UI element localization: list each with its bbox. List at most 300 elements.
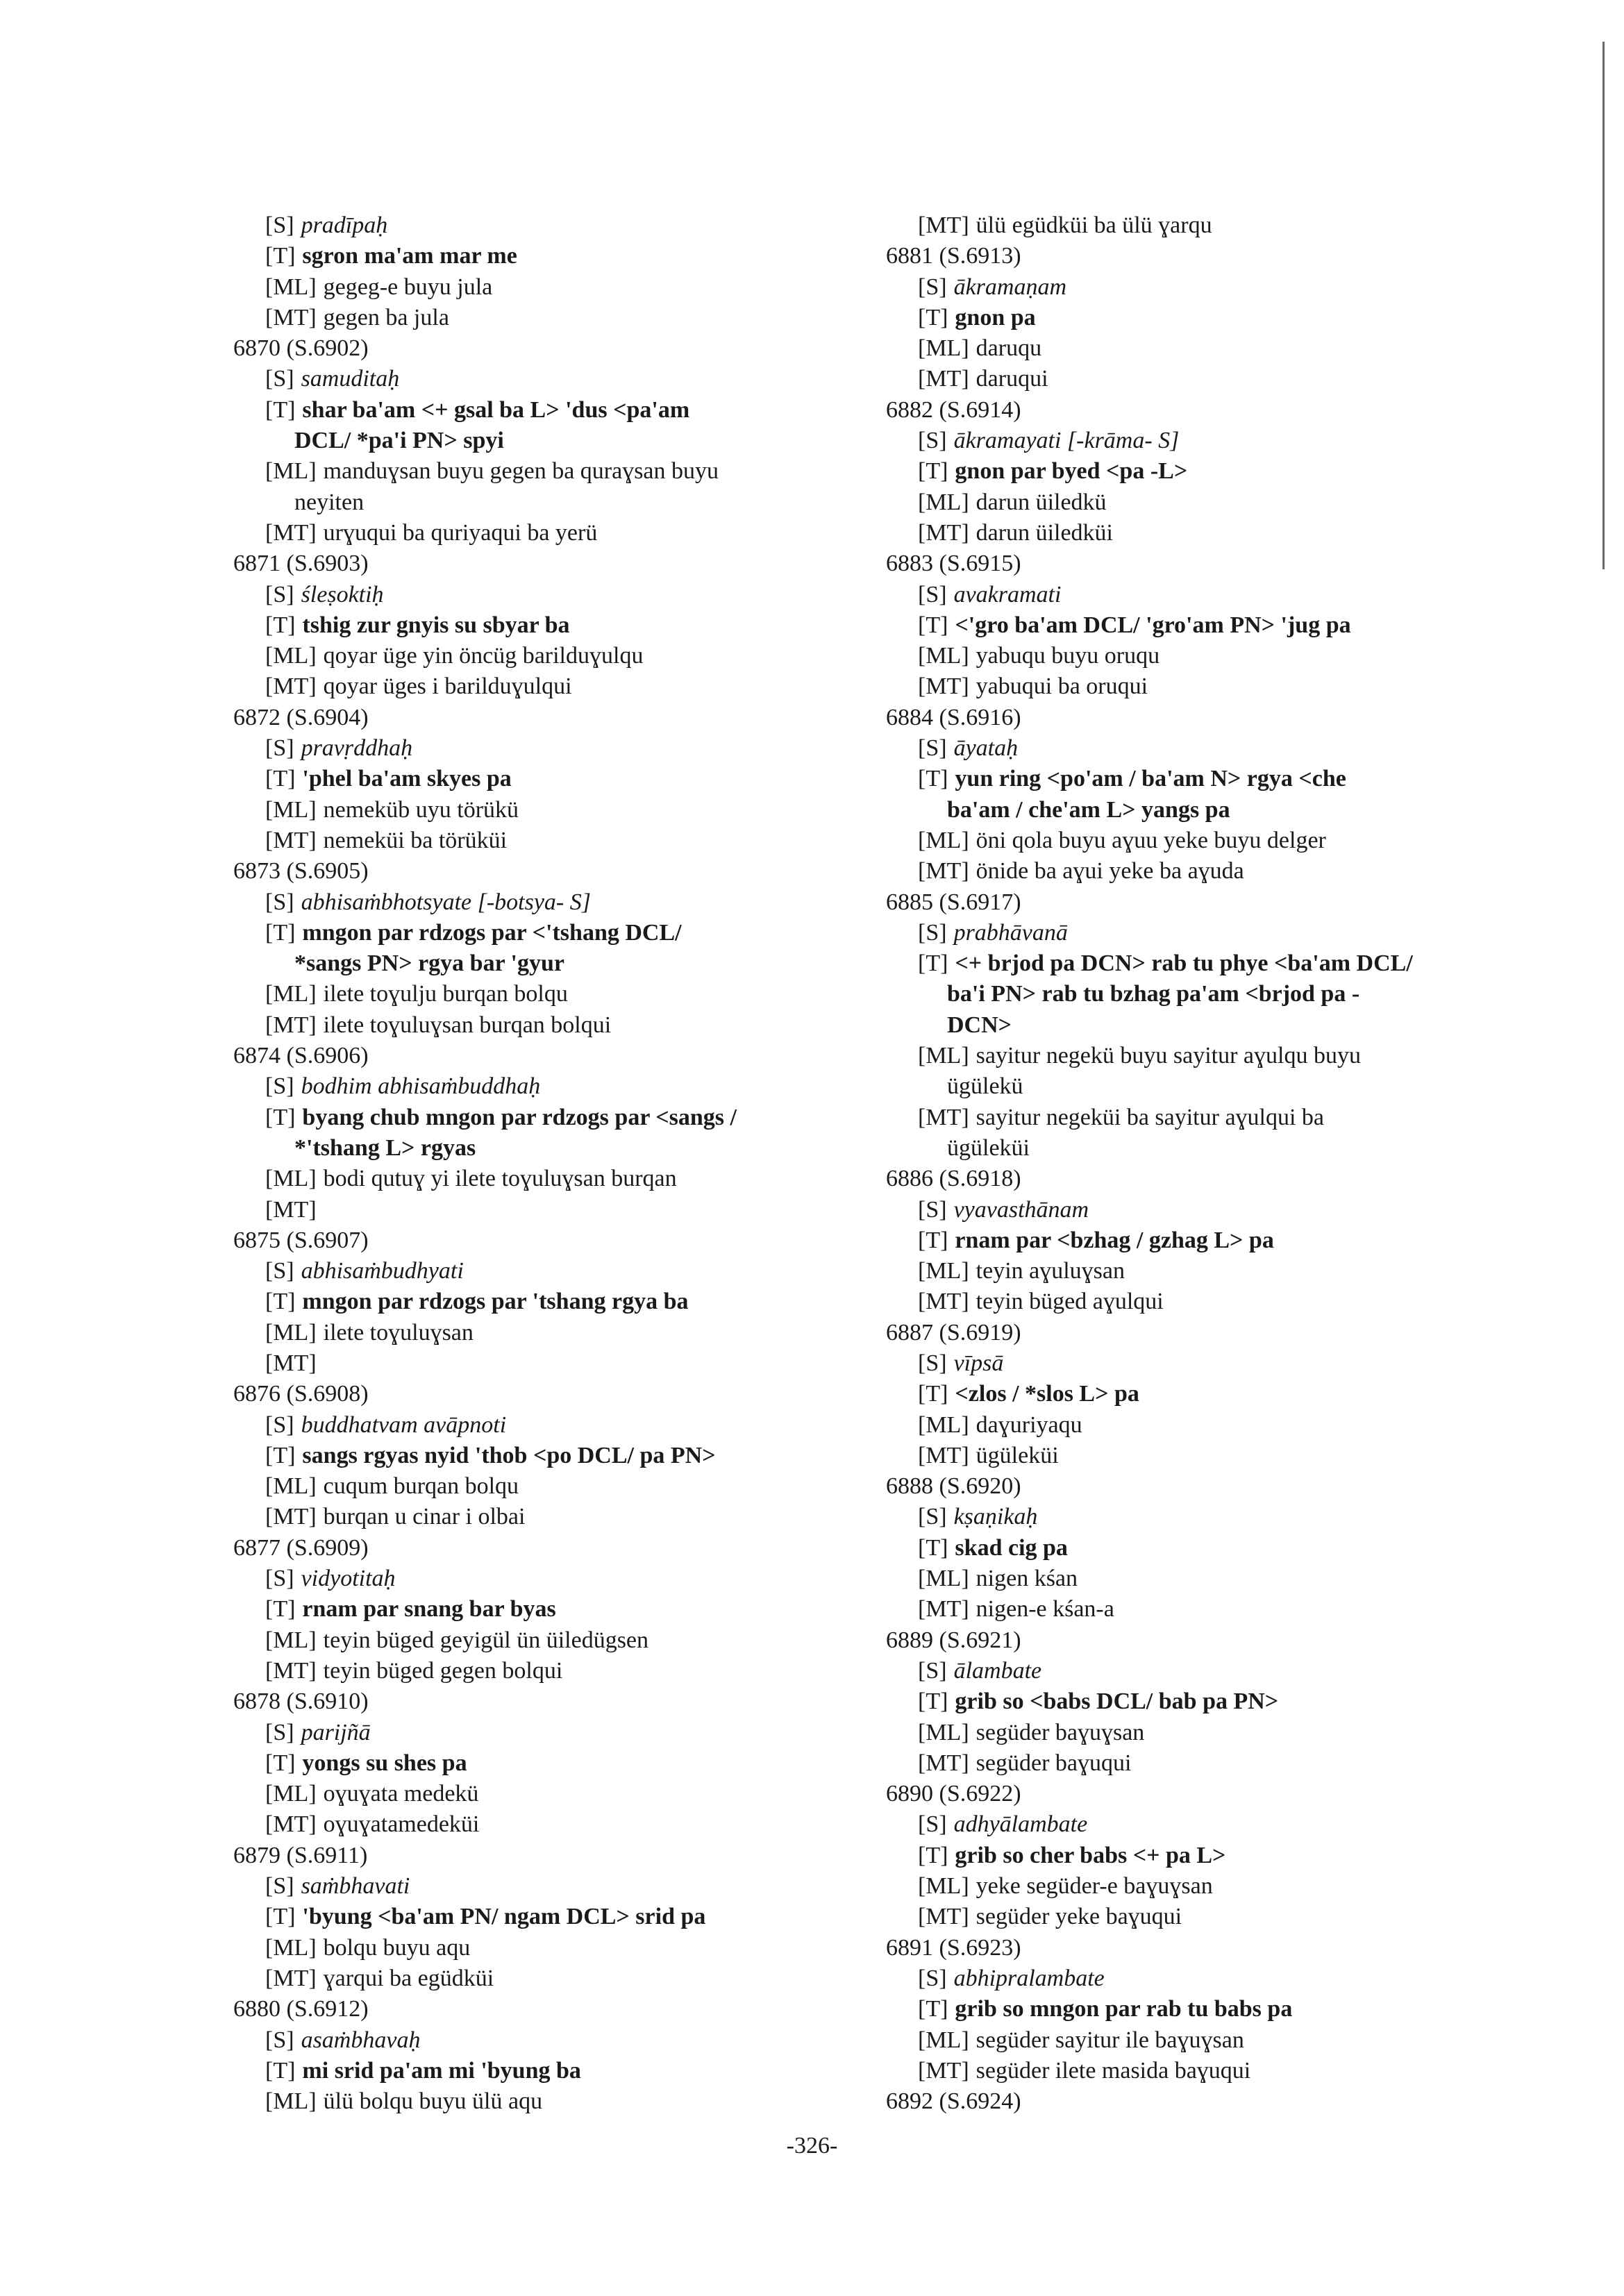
- term-text: āyataḥ: [953, 735, 1019, 762]
- term-text: ākramayati [-krāma- S]: [953, 428, 1180, 454]
- language-tag: [T]: [265, 243, 296, 269]
- glossary-line: [233, 1287, 858, 1317]
- language-tag: [T]: [265, 1289, 296, 1315]
- glossary-line: [233, 518, 858, 548]
- language-tag: [S]: [918, 735, 947, 762]
- language-tag: [T]: [918, 612, 948, 638]
- entry-number: 6880 (S.6912): [233, 1996, 369, 2022]
- glossary-line: [233, 1748, 858, 1779]
- glossary-line: [233, 764, 858, 794]
- glossary-line: [886, 426, 1511, 456]
- term-text: avakramati: [953, 581, 1062, 607]
- term-text: abhisaṁbudhyati: [301, 1258, 464, 1284]
- glossary-line: [233, 1718, 858, 1748]
- language-tag: [ML]: [918, 2027, 969, 2053]
- glossary-line: [233, 456, 858, 487]
- term-text: parijñā: [301, 1719, 371, 1745]
- glossary-line: [233, 1809, 858, 1840]
- language-tag: [T]: [918, 1381, 948, 1407]
- language-tag: [MT]: [265, 827, 317, 853]
- language-tag: [ML]: [918, 1566, 969, 1592]
- language-tag: [T]: [918, 458, 948, 485]
- glossary-line: [233, 1010, 858, 1041]
- language-tag: [S]: [265, 1566, 294, 1592]
- term-text: oɣuɣata medekü: [323, 1781, 479, 1807]
- term-text: tshig zur gnyis su sbyar ba: [302, 612, 570, 638]
- term-text: gnon pa: [955, 304, 1036, 330]
- glossary-line: [233, 795, 858, 826]
- term-text: adhyālambate: [953, 1811, 1088, 1838]
- glossary-line: [233, 1933, 858, 1963]
- language-tag: [MT]: [918, 1289, 969, 1315]
- glossary-line: [886, 1902, 1511, 1932]
- term-text: 'byung <ba'am PN/ ngam DCL> srid pa: [302, 1904, 706, 1930]
- language-tag: [ML]: [265, 643, 317, 669]
- glossary-line: [886, 487, 1511, 518]
- glossary-line: [233, 1625, 858, 1656]
- language-tag: [MT]: [918, 366, 969, 392]
- glossary-line: [886, 1748, 1511, 1779]
- term-text: yeke següder-e baɣuɣsan: [976, 1873, 1213, 1900]
- term-text: buddhatvam avāpnoti: [301, 1411, 507, 1438]
- language-tag: [ML]: [265, 1473, 317, 1500]
- term-text: gegeg-e buyu jula: [323, 274, 493, 300]
- term-text: yun ring <po'am / ba'am N> rgya <che: [955, 766, 1346, 792]
- language-tag: [MT]: [918, 1596, 969, 1623]
- term-text: prabhāvanā: [953, 919, 1068, 946]
- language-tag: [MT]: [918, 1104, 969, 1130]
- language-tag: [MT]: [265, 304, 317, 330]
- term-text: següder baɣuqui: [976, 1750, 1132, 1776]
- language-tag: [S]: [265, 1873, 294, 1900]
- language-tag: [MT]: [265, 1657, 317, 1684]
- language-tag: [MT]: [918, 2057, 969, 2084]
- glossary-line: [886, 1809, 1511, 1840]
- term-text: ilete toɣuluɣsan: [323, 1319, 474, 1346]
- term-text: manduɣsan buyu gegen ba quraɣsan buyu: [323, 458, 719, 485]
- language-tag: [S]: [265, 889, 294, 915]
- term-text: oɣuɣatamedeküi: [323, 1811, 480, 1838]
- term-text: vidyotitaḥ: [301, 1566, 396, 1592]
- term-text: shar ba'am <+ gsal ba L> 'dus <pa'am: [302, 396, 690, 423]
- language-tag: [MT]: [918, 1750, 969, 1776]
- language-tag: [ML]: [265, 274, 317, 300]
- language-tag: [T]: [918, 1534, 948, 1561]
- glossary-line: [233, 2086, 858, 2117]
- term-text: urɣuqui ba quriyaqui ba yerü: [323, 519, 598, 546]
- language-tag: [T]: [918, 766, 948, 792]
- glossary-line: [886, 610, 1511, 641]
- glossary-line: [233, 1594, 858, 1625]
- language-tag: [T]: [918, 1842, 948, 1868]
- language-tag: [ML]: [918, 643, 969, 669]
- entry-number: 6874 (S.6906): [233, 1043, 369, 1069]
- term-text: <+ brjod pa DCN> rab tu phye <ba'am DCL/: [955, 950, 1413, 977]
- glossary-line: [886, 1963, 1511, 1994]
- glossary-line: [886, 1379, 1511, 1409]
- term-text: ālambate: [953, 1657, 1042, 1684]
- glossary-line: [886, 580, 1511, 610]
- language-tag: [T]: [265, 1596, 296, 1623]
- term-text: abhipralambate: [953, 1965, 1105, 1991]
- term-text: pravṛddhaḥ: [301, 735, 413, 762]
- glossary-line: [886, 1594, 1511, 1625]
- term-text: daruqui: [976, 366, 1048, 392]
- language-tag: [S]: [265, 1411, 294, 1438]
- language-tag: [S]: [265, 212, 294, 238]
- term-text: vyavasthānam: [953, 1196, 1089, 1223]
- term-text: ülü bolqu buyu ülü aqu: [323, 2088, 543, 2115]
- term-text: darun üiledkü: [976, 489, 1107, 515]
- term-text: skad cig pa: [955, 1534, 1068, 1561]
- language-tag: [ML]: [918, 1258, 969, 1284]
- term-text: mngon par rdzogs par <'tshang DCL/: [302, 919, 682, 946]
- term-text: següder ilete masida baɣuqui: [976, 2057, 1251, 2084]
- term-text: grib so cher babs <+ pa L>: [955, 1842, 1226, 1868]
- term-text: ilete toɣuluɣsan burqan bolqui: [323, 1012, 612, 1038]
- glossary-line: [886, 303, 1511, 333]
- entry-number: 6888 (S.6920): [886, 1473, 1021, 1500]
- glossary-line: [233, 1564, 858, 1594]
- glossary-line: [233, 364, 858, 394]
- glossary-line: [233, 1256, 858, 1287]
- entry-number: 6873 (S.6905): [233, 858, 369, 885]
- term-text: yabuqui ba oruqui: [976, 673, 1148, 700]
- glossary-line: [233, 610, 858, 641]
- glossary-line: [886, 1871, 1511, 1902]
- language-tag: [ML]: [918, 335, 969, 362]
- glossary-line: [233, 1963, 858, 1994]
- glossary-line: [886, 1533, 1511, 1564]
- language-tag: [ML]: [918, 1043, 969, 1069]
- term-text: daruqu: [976, 335, 1042, 362]
- term-text: nemeküb uyu törükü: [323, 796, 519, 823]
- term-text: qoyar üge yin öncüg barilduɣulqu: [323, 643, 644, 669]
- term-text: asaṁbhavaḥ: [301, 2027, 421, 2053]
- continuation-line: *sangs PN> rgya bar 'gyur: [294, 950, 564, 977]
- glossary-line: [886, 856, 1511, 887]
- language-tag: [T]: [918, 304, 948, 330]
- glossary-line: [886, 1502, 1511, 1532]
- glossary-line: [886, 1564, 1511, 1594]
- page-number: -326-: [786, 2133, 838, 2159]
- language-tag: [S]: [265, 581, 294, 607]
- term-text: ilete toɣulju burqan bolqu: [323, 981, 568, 1007]
- continuation-line: *'tshang L> rgyas: [294, 1134, 476, 1161]
- glossary-line: [886, 1287, 1511, 1317]
- term-text: sangs rgyas nyid 'thob <po DCL/ pa PN>: [302, 1442, 716, 1468]
- language-tag: [MT]: [265, 1012, 317, 1038]
- term-text: sgron ma'am mar me: [302, 243, 517, 269]
- glossary-line: [233, 918, 858, 948]
- glossary-line: [233, 2025, 858, 2056]
- glossary-line: [233, 1410, 858, 1441]
- glossary-line: [886, 518, 1511, 548]
- language-tag: [ML]: [918, 827, 969, 853]
- glossary-line: [886, 1225, 1511, 1256]
- language-tag: [ML]: [265, 796, 317, 823]
- glossary-line: [886, 272, 1511, 303]
- language-tag: [ML]: [918, 489, 969, 515]
- language-tag: [S]: [265, 1073, 294, 1100]
- glossary-line: [886, 826, 1511, 856]
- language-tag: [T]: [265, 1442, 296, 1468]
- language-tag: [MT]: [265, 519, 317, 546]
- glossary-line: [886, 1103, 1511, 1133]
- glossary-line: [886, 210, 1511, 241]
- glossary-line: [233, 395, 858, 426]
- glossary-line: [886, 1441, 1511, 1471]
- language-tag: [MT]: [918, 212, 969, 238]
- glossary-line: [233, 826, 858, 856]
- term-text: darun üiledküi: [976, 519, 1113, 546]
- glossary-line: [233, 580, 858, 610]
- language-tag: [ML]: [918, 1411, 969, 1438]
- entry-number: 6871 (S.6903): [233, 551, 369, 577]
- language-tag: [MT]: [918, 1904, 969, 1930]
- term-text: gnon par byed <pa -L>: [955, 458, 1188, 485]
- language-tag: [MT]: [918, 858, 969, 885]
- entry-number: 6883 (S.6915): [886, 551, 1021, 577]
- language-tag: [S]: [918, 1965, 947, 1991]
- entry-number: 6885 (S.6917): [886, 889, 1021, 915]
- glossary-line: [233, 1441, 858, 1471]
- entry-number: 6882 (S.6914): [886, 396, 1021, 423]
- language-tag: [S]: [918, 581, 947, 607]
- language-tag: [ML]: [918, 1873, 969, 1900]
- term-text: grib so <babs DCL/ bab pa PN>: [955, 1689, 1279, 1715]
- term-text: yongs su shes pa: [302, 1750, 467, 1776]
- glossary-line: [233, 1656, 858, 1686]
- language-tag: [T]: [265, 1904, 296, 1930]
- continuation-line: ügülekü: [947, 1073, 1023, 1100]
- term-text: gegen ba jula: [323, 304, 449, 330]
- language-tag: [S]: [918, 1196, 947, 1223]
- term-text: nigen-e kśan-a: [976, 1596, 1114, 1623]
- glossary-line: [233, 1164, 858, 1194]
- glossary-line: [233, 1348, 858, 1379]
- entry-number: 6878 (S.6910): [233, 1689, 369, 1715]
- entry-number: 6884 (S.6916): [886, 704, 1021, 730]
- term-text: śleṣoktiḥ: [301, 581, 384, 607]
- glossary-line: [233, 1195, 858, 1225]
- language-tag: [ML]: [265, 1166, 317, 1192]
- glossary-line: [233, 272, 858, 303]
- entry-number: 6879 (S.6911): [233, 1842, 368, 1868]
- language-tag: [ML]: [918, 1719, 969, 1745]
- entry-number: 6889 (S.6921): [886, 1627, 1021, 1653]
- glossary-line: [233, 2056, 858, 2086]
- term-text: sayitur negekü buyu sayitur aɣulqu buyu: [976, 1043, 1361, 1069]
- term-text: qoyar üges i barilduɣulqui: [323, 673, 572, 700]
- language-tag: [MT]: [265, 1811, 317, 1838]
- glossary-line: [886, 1686, 1511, 1717]
- right-column: [886, 210, 1511, 2117]
- language-tag: [MT]: [918, 673, 969, 700]
- term-text: saṁbhavati: [301, 1873, 410, 1900]
- language-tag: [S]: [918, 919, 947, 946]
- entry-number: 6870 (S.6902): [233, 335, 369, 362]
- glossary-line: [886, 1718, 1511, 1748]
- glossary-line: [886, 1256, 1511, 1287]
- term-text: kṣaṇikaḥ: [953, 1504, 1038, 1530]
- continuation-line: DCN>: [947, 1012, 1012, 1038]
- term-text: teyin büged aɣulqui: [976, 1289, 1164, 1315]
- language-tag: [S]: [918, 1350, 947, 1376]
- term-text: sayitur negeküi ba sayitur aɣulqui ba: [976, 1104, 1325, 1130]
- entry-number: 6881 (S.6913): [886, 243, 1021, 269]
- language-tag: [ML]: [265, 1627, 317, 1653]
- term-text: <zlos / *slos L> pa: [955, 1381, 1139, 1407]
- glossary-line: [886, 456, 1511, 487]
- glossary-line: [233, 887, 858, 918]
- term-text: següder yeke baɣuqui: [976, 1904, 1182, 1930]
- glossary-line: [886, 1656, 1511, 1686]
- term-text: rnam par snang bar byas: [302, 1596, 556, 1623]
- term-text: burqan u cinar i olbai: [323, 1504, 526, 1530]
- glossary-line: [886, 1195, 1511, 1225]
- left-column: [233, 210, 858, 2117]
- term-text: daɣuriyaqu: [976, 1411, 1082, 1438]
- glossary-line: [233, 1471, 858, 1502]
- language-tag: [S]: [265, 2027, 294, 2053]
- language-tag: [S]: [265, 735, 294, 762]
- language-tag: [MT]: [265, 1196, 317, 1223]
- continuation-line: DCL/ *pa'i PN> spyi: [294, 428, 504, 454]
- term-text: bolqu buyu aqu: [323, 1934, 471, 1961]
- language-tag: [MT]: [265, 673, 317, 700]
- language-tag: [ML]: [265, 1319, 317, 1346]
- term-text: ügüleküi: [976, 1442, 1059, 1468]
- term-text: nemeküi ba törüküi: [323, 827, 508, 853]
- continuation-line: ba'i PN> rab tu bzhag pa'am <brjod pa -: [947, 981, 1360, 1007]
- glossary-line: [233, 1502, 858, 1532]
- entry-number: 6876 (S.6908): [233, 1381, 369, 1407]
- language-tag: [S]: [918, 1504, 947, 1530]
- language-tag: [ML]: [265, 981, 317, 1007]
- term-text: mi srid pa'am mi 'byung ba: [302, 2057, 581, 2084]
- glossary-line: [886, 2025, 1511, 2056]
- term-text: rnam par <bzhag / gzhag L> pa: [955, 1227, 1274, 1253]
- language-tag: [T]: [265, 612, 296, 638]
- language-tag: [ML]: [265, 2088, 317, 2115]
- glossary-line: [886, 2056, 1511, 2086]
- language-tag: [T]: [918, 950, 948, 977]
- entry-number: 6875 (S.6907): [233, 1227, 369, 1253]
- term-text: teyin büged geyigül ün üiledügsen: [323, 1627, 649, 1653]
- language-tag: [MT]: [265, 1965, 317, 1991]
- glossary-line: [886, 364, 1511, 394]
- language-tag: [T]: [918, 1227, 948, 1253]
- term-text: cuqum burqan bolqu: [323, 1473, 519, 1500]
- glossary-line: [233, 1071, 858, 1102]
- glossary-line: [886, 333, 1511, 364]
- glossary-line: [233, 303, 858, 333]
- term-text: pradīpaḥ: [301, 212, 388, 238]
- term-text: següder baɣuɣsan: [976, 1719, 1145, 1745]
- glossary-line: [233, 1871, 858, 1902]
- term-text: grib so mngon par rab tu babs pa: [955, 1996, 1293, 2022]
- term-text: yabuqu buyu oruqu: [976, 643, 1160, 669]
- language-tag: [MT]: [918, 1442, 969, 1468]
- term-text: 'phel ba'am skyes pa: [302, 766, 512, 792]
- term-text: <'gro ba'am DCL/ 'gro'am PN> 'jug pa: [955, 612, 1351, 638]
- term-text: ākramaṇam: [953, 274, 1066, 300]
- language-tag: [S]: [265, 1258, 294, 1284]
- language-tag: [ML]: [265, 1781, 317, 1807]
- glossary-line: [233, 979, 858, 1009]
- continuation-line: ügüleküi: [947, 1134, 1030, 1161]
- glossary-line: [233, 1318, 858, 1348]
- term-text: bodi qutuɣ yi ilete toɣuluɣsan burqan: [323, 1166, 677, 1192]
- term-text: önide ba aɣui yeke ba aɣuda: [976, 858, 1244, 885]
- page-edge-line: [1602, 42, 1605, 569]
- glossary-line: [233, 210, 858, 241]
- entry-number: 6887 (S.6919): [886, 1319, 1021, 1346]
- language-tag: [S]: [918, 1657, 947, 1684]
- language-tag: [S]: [265, 1719, 294, 1745]
- term-text: mngon par rdzogs par 'tshang rgya ba: [302, 1289, 689, 1315]
- glossary-line: [886, 764, 1511, 794]
- glossary-line: [886, 948, 1511, 979]
- language-tag: [T]: [265, 396, 296, 423]
- term-text: öni qola buyu aɣuu yeke buyu delger: [976, 827, 1326, 853]
- term-text: vīpsā: [953, 1350, 1004, 1376]
- glossary-line: [886, 671, 1511, 702]
- language-tag: [T]: [265, 919, 296, 946]
- glossary-line: [886, 1041, 1511, 1071]
- glossary-line: [886, 1410, 1511, 1441]
- language-tag: [T]: [265, 766, 296, 792]
- entry-number: 6892 (S.6924): [886, 2088, 1021, 2115]
- glossary-line: [233, 241, 858, 271]
- language-tag: [T]: [918, 1689, 948, 1715]
- glossary-line: [233, 671, 858, 702]
- glossary-line: [233, 733, 858, 764]
- entry-number: 6872 (S.6904): [233, 704, 369, 730]
- term-text: byang chub mngon par rdzogs par <sangs /: [302, 1104, 737, 1130]
- term-text: samuditaḥ: [301, 366, 400, 392]
- term-text: ɣarqui ba egüdküi: [323, 1965, 494, 1991]
- glossary-line: [233, 1779, 858, 1809]
- glossary-line: [886, 641, 1511, 671]
- term-text: bodhim abhisaṁbuddhaḥ: [301, 1073, 541, 1100]
- glossary-line: [233, 641, 858, 671]
- language-tag: [S]: [918, 274, 947, 300]
- glossary-line: [886, 918, 1511, 948]
- term-text: ülü egüdküi ba ülü ɣarqu: [976, 212, 1212, 238]
- glossary-line: [886, 733, 1511, 764]
- glossary-line: [233, 1103, 858, 1133]
- term-text: teyin büged gegen bolqui: [323, 1657, 563, 1684]
- language-tag: [ML]: [265, 458, 317, 485]
- language-tag: [T]: [265, 2057, 296, 2084]
- language-tag: [S]: [918, 1811, 947, 1838]
- entry-number: 6891 (S.6923): [886, 1934, 1021, 1961]
- language-tag: [S]: [918, 428, 947, 454]
- language-tag: [MT]: [265, 1504, 317, 1530]
- language-tag: [T]: [918, 1996, 948, 2022]
- continuation-line: neyiten: [294, 489, 365, 515]
- entry-number: 6886 (S.6918): [886, 1166, 1021, 1192]
- language-tag: [T]: [265, 1750, 296, 1776]
- term-text: abhisaṁbhotsyate [-botsya- S]: [301, 889, 591, 915]
- glossary-line: [886, 1841, 1511, 1871]
- term-text: següder sayitur ile baɣuɣsan: [976, 2027, 1244, 2053]
- glossary-line: [886, 1348, 1511, 1379]
- glossary-line: [233, 1902, 858, 1932]
- language-tag: [S]: [265, 366, 294, 392]
